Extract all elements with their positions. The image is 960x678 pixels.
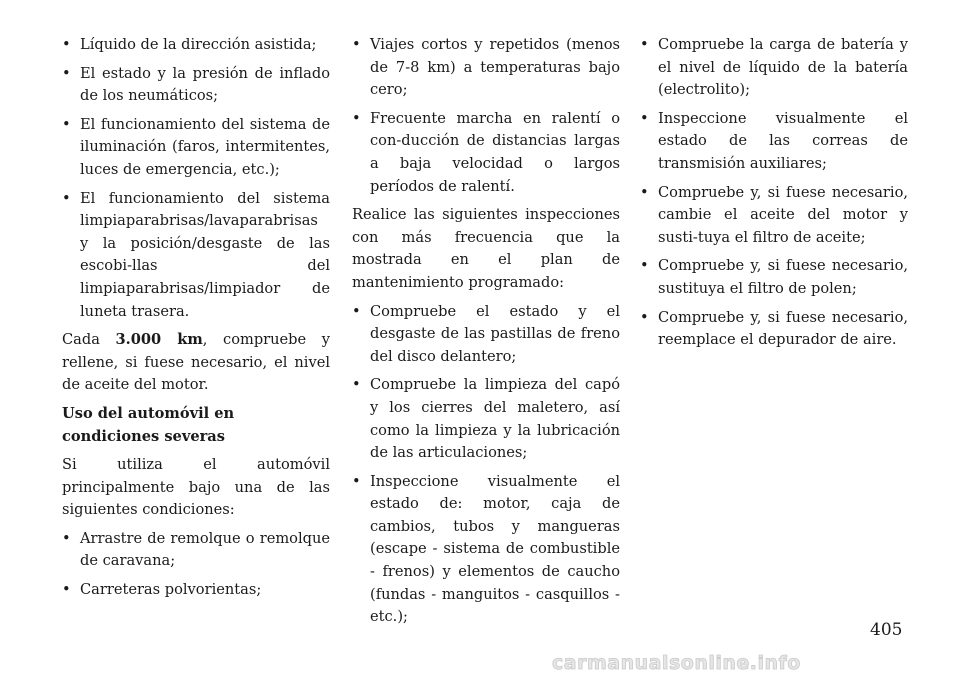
list-item: • Viajes cortos y repetidos (menos de 7-8 km) a temperaturas bajo cero; — [352, 34, 620, 102]
conditions-list-continued — [352, 34, 620, 198]
list-item: • Inspeccione visualmente el estado de las correas de transmisión auxiliares; — [640, 108, 908, 176]
inspections-intro: Realice las siguientes inspecciones con más frecuencia que la mostrada en el plan de mantenimiento programado: — [352, 206, 620, 291]
column-1 — [62, 34, 330, 608]
list-item: • Frecuente marcha en ralentí o con-ducción de distancias largas a baja velocidad o largos períodos de ralentí. — [352, 108, 620, 198]
inspections-list — [352, 301, 620, 629]
interval-prefix: Cada — [62, 331, 116, 349]
list-item: • Compruebe y, si fuese necesario, sustituya el filtro de polen; — [640, 255, 908, 300]
conditions-list — [62, 528, 330, 602]
inspections-list-continued — [640, 34, 908, 352]
interval-suffix: , compruebe y rellene, si fuese necesario, el nivel de aceite del motor. — [62, 331, 330, 394]
interval-value: 3.000 km — [115, 331, 203, 349]
list-item: • Carreteras polvorientas; — [62, 579, 330, 602]
checks-list — [62, 34, 330, 323]
list-item: • Arrastre de remolque o remolque de caravana; — [62, 528, 330, 573]
column-2 — [352, 34, 620, 635]
list-item: • Compruebe la limpieza del capó y los cierres del maletero, así como la limpieza y la lubricación de las articulaciones; — [352, 374, 620, 464]
list-item: • Compruebe y, si fuese necesario, reemplace el depurador de aire. — [640, 307, 908, 352]
list-item: • El funcionamiento del sistema limpiaparabrisas/lavaparabrisas y la posición/desgaste de las escobi-llas del limpiaparabrisas/limpiador de luneta trasera. — [62, 188, 330, 324]
watermark: carmanualsonline.info — [552, 652, 801, 674]
oil-check-paragraph — [62, 329, 330, 397]
conditions-intro: Si utiliza el automóvil principalmente bajo una de las siguientes condiciones: — [62, 456, 330, 519]
list-item: • Compruebe el estado y el desgaste de las pastillas de freno del disco delantero; — [352, 301, 620, 369]
list-item: • Líquido de la dirección asistida; — [62, 34, 330, 57]
severe-conditions-heading: Uso del automóvil en condiciones severas — [62, 404, 235, 445]
list-item: • El funcionamiento del sistema de iluminación (faros, intermitentes, luces de emergencia, etc.); — [62, 114, 330, 182]
list-item: • El estado y la presión de inflado de los neumáticos; — [62, 63, 330, 108]
column-3 — [640, 34, 908, 358]
page-number: 405 — [870, 620, 903, 640]
list-item: • Compruebe y, si fuese necesario, cambie el aceite del motor y susti-tuya el filtro de aceite; — [640, 182, 908, 250]
list-item: • Compruebe la carga de batería y el nivel de líquido de la batería (electrolito); — [640, 34, 908, 102]
list-item: • Inspeccione visualmente el estado de: motor, caja de cambios, tubos y mangueras (escape - sistema de combustible - frenos) y elementos de caucho (fundas - manguitos - casquillos - etc.); — [352, 471, 620, 629]
